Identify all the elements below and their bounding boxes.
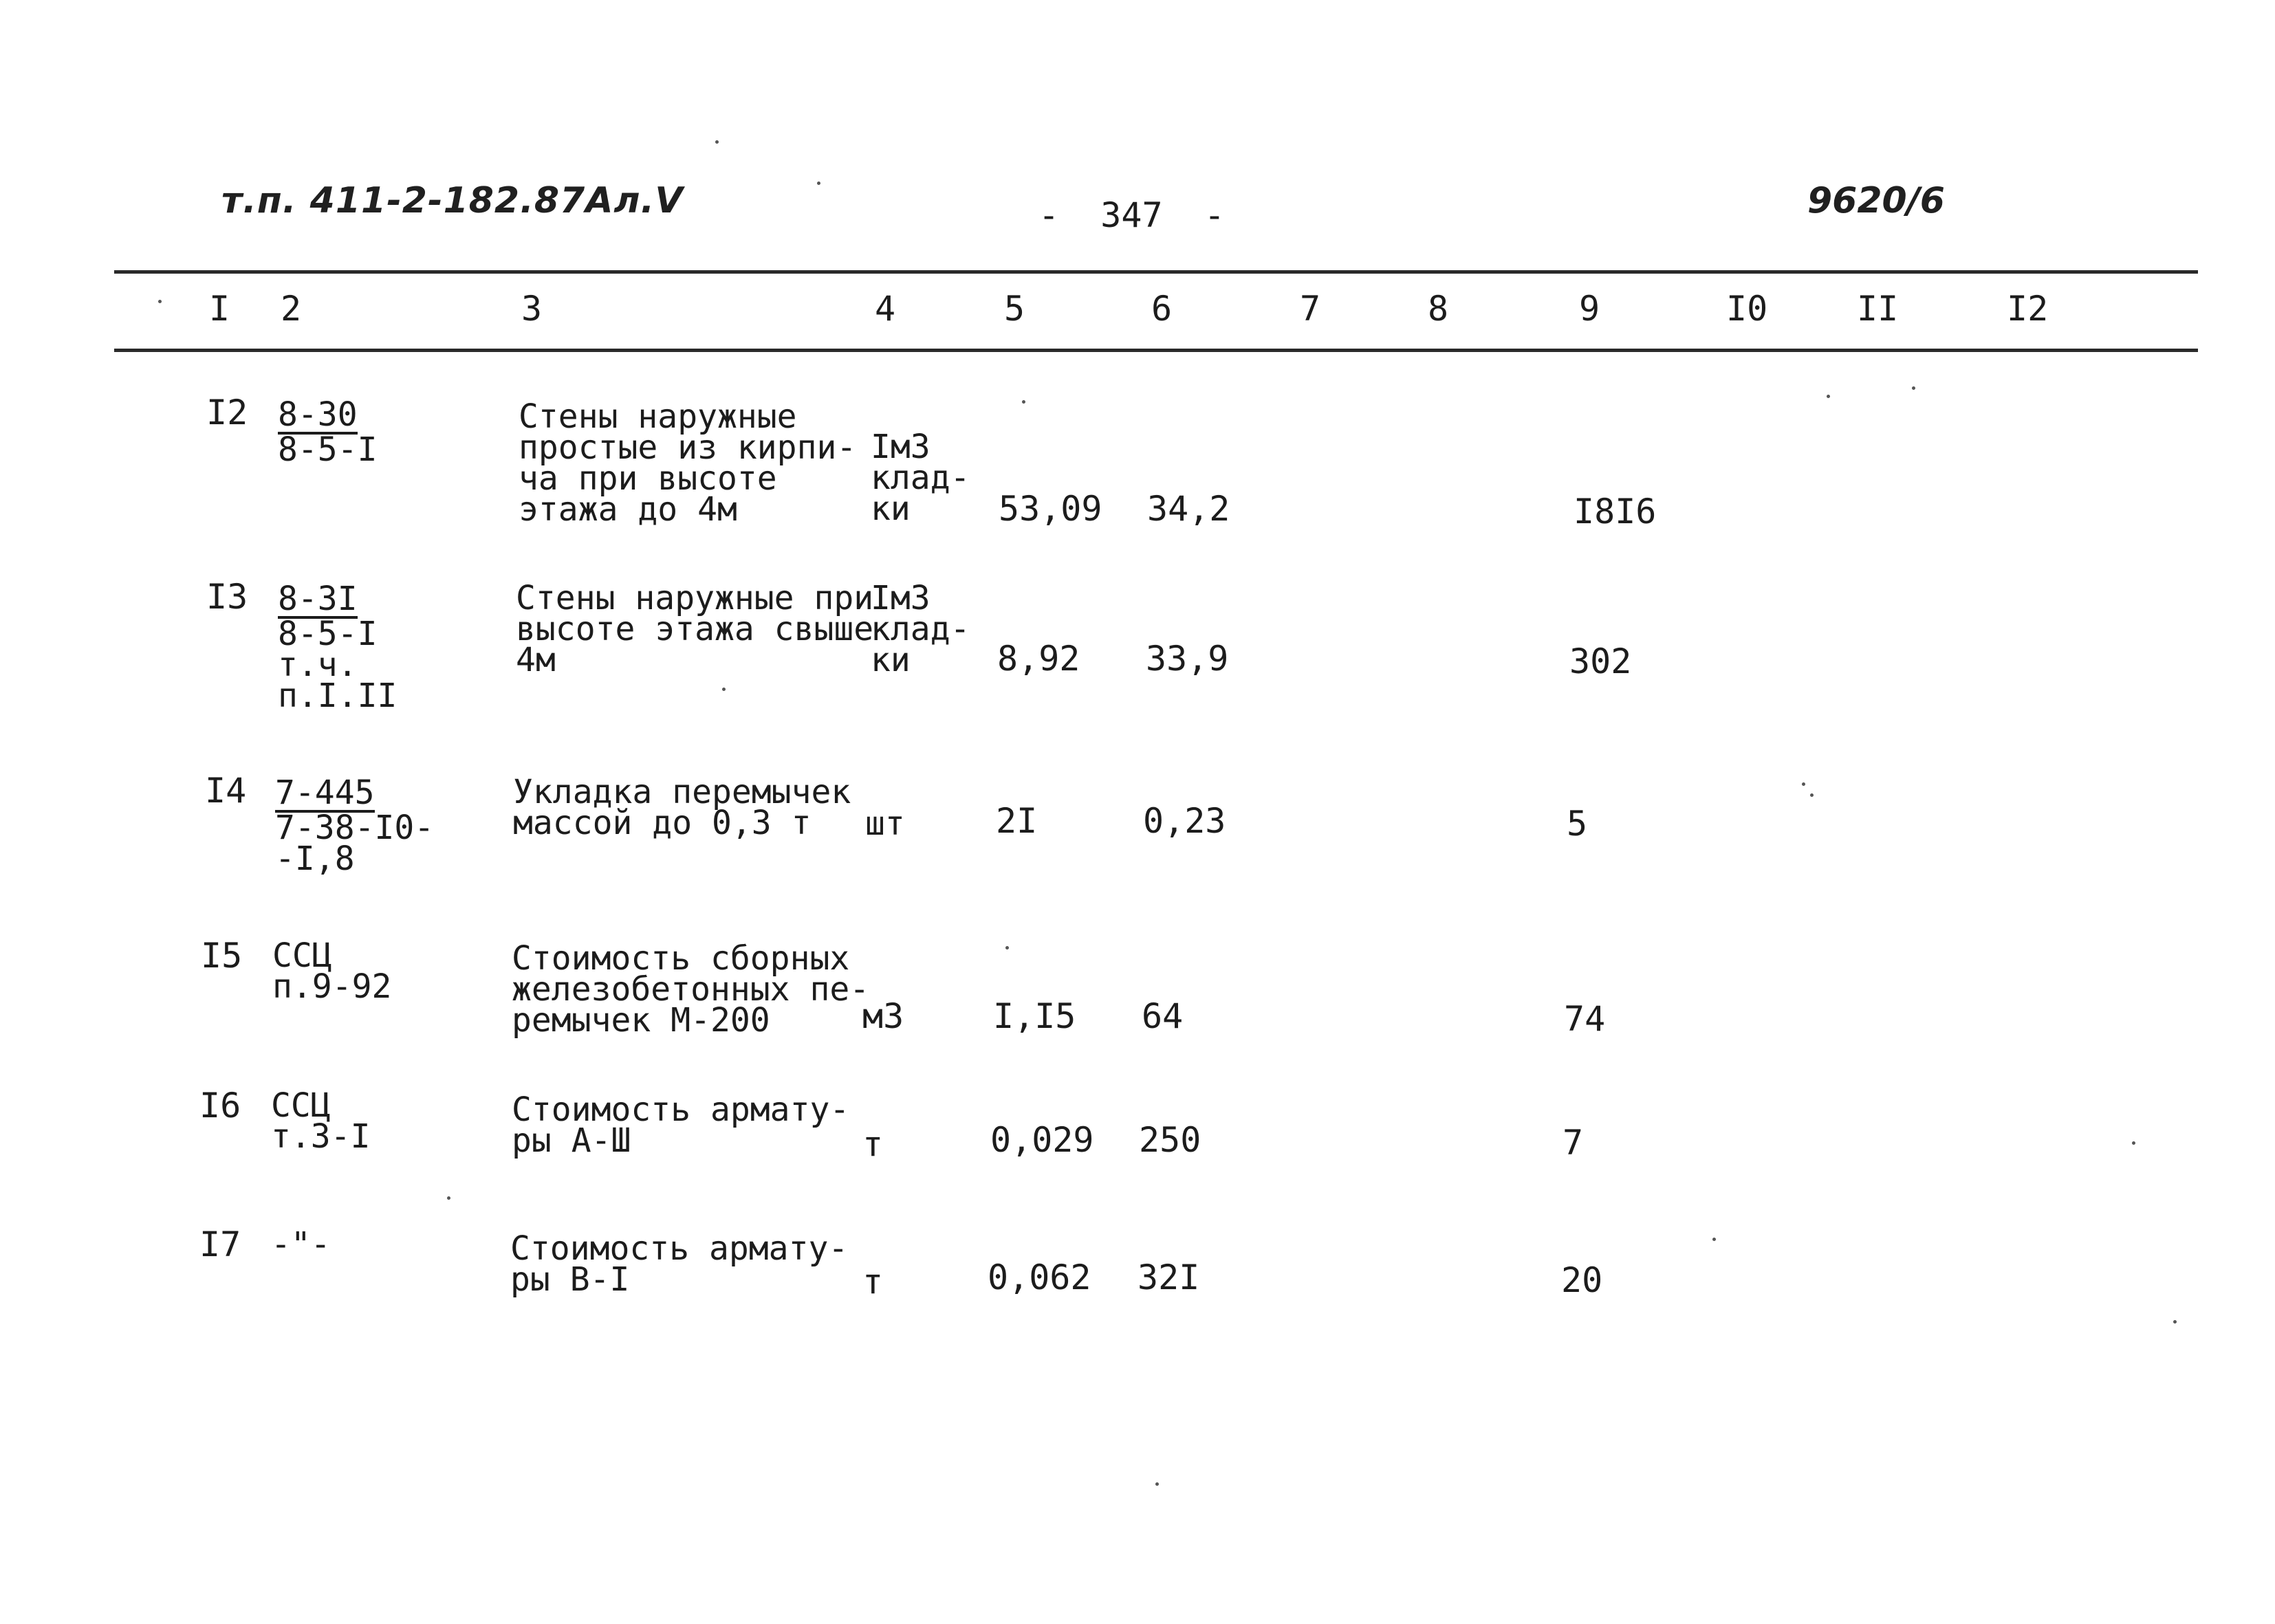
row-number: I6: [199, 1086, 241, 1126]
norm-code-main: 8-3I: [278, 580, 358, 618]
norm-code-rest: ССЦ т.3-I: [271, 1086, 371, 1156]
norm-code-main: 8-30: [278, 395, 358, 434]
unit: Iм3 клад- ки: [871, 579, 970, 679]
norm-code: [271, 1225, 331, 1264]
column-header-10: I0: [1726, 289, 1768, 329]
column-header-2: 2: [281, 289, 302, 329]
unit-price: 0,23: [1143, 801, 1226, 841]
unit: м3: [862, 996, 904, 1036]
unit-price: 34,2: [1147, 489, 1230, 529]
row-number: I5: [201, 936, 243, 976]
total-cost: 20: [1561, 1260, 1603, 1300]
norm-code: [278, 580, 398, 715]
norm-code-rest: 8-5-I: [278, 430, 378, 469]
unit-price: 250: [1139, 1120, 1201, 1160]
column-header-9: 9: [1579, 289, 1600, 329]
column-header-5: 5: [1004, 289, 1025, 329]
column-header-11: II: [1857, 289, 1899, 329]
quantity: 0,062: [988, 1258, 1091, 1297]
unit-price: 32I: [1138, 1258, 1200, 1297]
unit: т: [862, 1262, 884, 1302]
column-header-7: 7: [1300, 289, 1321, 329]
column-header-1: I: [209, 289, 230, 329]
total-cost: 7: [1563, 1123, 1584, 1163]
norm-code-rest: 8-5-I т.ч. п.I.II: [278, 615, 398, 715]
row-number: I7: [199, 1225, 241, 1264]
unit-price: 33,9: [1146, 639, 1229, 679]
total-cost: I8I6: [1574, 492, 1657, 531]
unit: Iм3 клад- ки: [871, 428, 970, 528]
unit-price: 64: [1142, 996, 1184, 1036]
work-description: Стоимость сборных железобетонных пе- ремычек М-200: [512, 939, 870, 1040]
norm-code: [271, 1086, 371, 1156]
table-top-rule: [114, 270, 2198, 274]
quantity: 2I: [996, 801, 1038, 841]
column-header-3: 3: [521, 289, 543, 329]
norm-code-rest: ССЦ п.9-92: [272, 936, 392, 1006]
total-cost: 74: [1564, 999, 1606, 1039]
quantity: 0,029: [990, 1120, 1094, 1160]
document-code: т.п. 411-2-182.87Ал.V: [221, 180, 684, 221]
work-description: Стены наружные при высоте этажа свыше 4м: [516, 579, 874, 679]
work-description: Стоимость армату- ры А-Ш: [512, 1090, 850, 1160]
quantity: 8,92: [997, 639, 1080, 679]
total-cost: 302: [1569, 641, 1632, 681]
quantity: I,I5: [993, 996, 1076, 1036]
page-number: - 347 -: [1038, 195, 1225, 235]
row-number: I2: [206, 393, 248, 432]
table-header-rule: [114, 349, 2198, 352]
work-description: Укладка перемычек массой до 0,3 т: [513, 773, 851, 842]
work-description: Стоимость армату- ры В-I: [510, 1229, 849, 1299]
column-header-12: I2: [2007, 289, 2049, 329]
row-number: I4: [205, 771, 247, 811]
unit: т: [862, 1124, 884, 1164]
norm-code-rest: -"-: [271, 1225, 331, 1264]
norm-code-rest: 7-38-I0- -I,8: [275, 809, 435, 878]
unit: шт: [865, 804, 905, 843]
row-number: I3: [206, 577, 248, 617]
total-cost: 5: [1567, 804, 1588, 844]
norm-code: [272, 936, 392, 1006]
column-header-6: 6: [1151, 289, 1173, 329]
column-header-8: 8: [1428, 289, 1449, 329]
quantity: 53,09: [999, 489, 1102, 529]
norm-code: [275, 773, 435, 878]
work-description: Стены наружные простые из кирпи- ча при высоте этажа до 4м: [519, 397, 857, 529]
column-header-4: 4: [875, 289, 896, 329]
norm-code: [278, 395, 378, 469]
norm-code-main: 7-445: [275, 773, 375, 812]
sheet-id: 9620/6: [1807, 180, 1945, 221]
